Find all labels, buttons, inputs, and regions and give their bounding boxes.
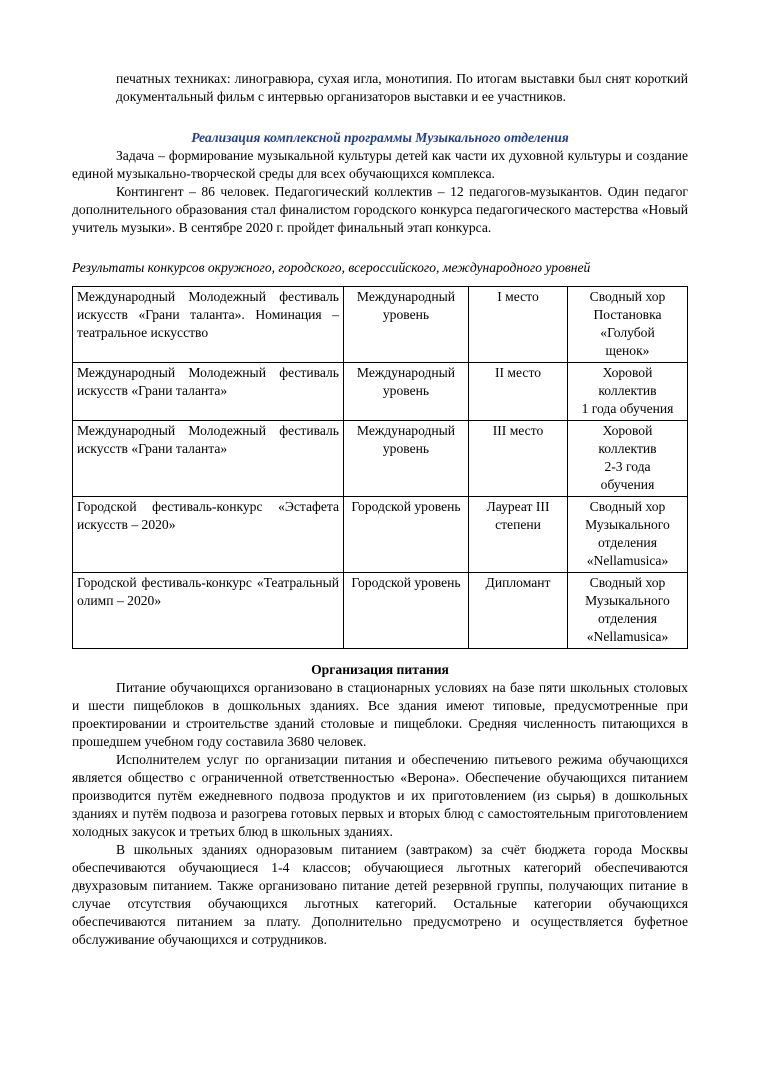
team-line: 2-3 года [604, 459, 651, 474]
table-row [73, 421, 688, 497]
results-caption: Результаты конкурсов окружного, городского, всероссийского, международного уровней [72, 260, 591, 275]
competition-level-cell: Международный уровень [344, 287, 469, 363]
team-line: Сводный хор [589, 499, 666, 514]
team-cell [568, 497, 688, 573]
team-line: Хоровой [602, 365, 653, 380]
music-section-title: Реализация комплексной программы Музыкального отделения [191, 130, 569, 145]
nutrition-paragraph-2: Исполнителем услуг по организации питания и обеспечению питьевого режима обучающихся является общество с ограниченной ответственностью «Верона». Обеспечение обучающихся питанием производится путём ежедневного подвоза продуктов и их приготовлением (из сырья) в дошкольных зданиях и путём подвоза и разогрева готовых первых и вторых блюд с самостоятельным приготовлением холодных закусок и третьих блюд в школьных зданиях. [72, 752, 688, 839]
team-line: Музыкального [585, 517, 670, 532]
intro-paragraph: печатных техниках: линогравюра, сухая игла, монотипия. По итогам выставки был снят короткий документальный фильм с интервью организаторов выставки и ее участников. [116, 71, 688, 104]
team-line: Сводный хор [589, 575, 666, 590]
team-line: Постановка [593, 307, 662, 322]
team-cell [568, 363, 688, 421]
table-row [73, 363, 688, 421]
competition-place-cell: Дипломант [469, 573, 568, 649]
competition-place-cell: II место [469, 363, 568, 421]
competition-level-cell: Городской уровень [344, 573, 469, 649]
competition-level-cell: Международный уровень [344, 421, 469, 497]
team-line: отделения [598, 611, 657, 626]
team-line: отделения [598, 535, 657, 550]
competition-place-cell: III место [469, 421, 568, 497]
competition-name-cell: Международный Молодежный фестиваль искусств «Грани таланта» [73, 363, 344, 421]
team-line: обучения [600, 477, 655, 492]
team-line: Хоровой [602, 423, 653, 438]
competition-level-cell: Международный уровень [344, 363, 469, 421]
team-line: «Nellamusica» [586, 629, 669, 644]
team-cell [568, 421, 688, 497]
nutrition-paragraph-3: В школьных зданиях одноразовым питанием (завтраком) за счёт бюджета города Москвы обеспечиваются обучающиеся 1-4 классов; обучающиеся льготных категорий обеспечиваются двухразовым питанием. Также организовано питание детей резервной группы, получающих питание в случае отсутствия обучающихся льготных категорий. Остальные категории обучающихся обеспечиваются питанием за плату. Дополнительно предусмотрено и осуществляется буфетное обслуживание обучающихся и сотрудников. [72, 842, 688, 947]
nutrition-paragraph-1: Питание обучающихся организовано в стационарных условиях на базе пяти школьных столовых и шести пищеблоков в дошкольных зданиях. Все здания имеют типовые, предусмотренные при проектировании и строительстве зданий столовые и пищеблоки. Средняя численность питающихся в прошедшем учебном году составила 3680 человек. [72, 680, 688, 749]
team-line: коллектив [598, 441, 657, 456]
nutrition-section-title: Организация питания [311, 662, 449, 677]
team-line: щенок» [605, 343, 650, 358]
music-contingent-paragraph: Контингент – 86 человек. Педагогический коллектив – 12 педагогов-музыкантов. Один педагог дополнительного образования стал финалистом городского конкурса педагогического мастерства «Новый учитель музыки». В сентябре 2020 г. пройдет финальный этап конкурса. [72, 184, 688, 235]
team-line: Музыкального [585, 593, 670, 608]
team-line: коллектив [598, 383, 657, 398]
competition-place-cell: I место [469, 287, 568, 363]
team-line: 1 года обучения [581, 401, 674, 416]
team-cell [568, 573, 688, 649]
team-line: Сводный хор [589, 289, 666, 304]
document-page [72, 70, 688, 949]
table-row [73, 287, 688, 363]
competition-level-cell: Городской уровень [344, 497, 469, 573]
results-table [72, 286, 688, 649]
competition-name-cell: Городской фестиваль-конкурс «Театральный олимп – 2020» [73, 573, 344, 649]
competition-name-cell: Городской фестиваль-конкурс «Эстафета искусств – 2020» [73, 497, 344, 573]
table-row [73, 497, 688, 573]
table-row [73, 573, 688, 649]
team-line: «Nellamusica» [586, 553, 669, 568]
competition-name-cell: Международный Молодежный фестиваль искусств «Грани таланта». Номинация – театральное искусство [73, 287, 344, 363]
team-line: «Голубой [600, 325, 655, 340]
competition-name-cell: Международный Молодежный фестиваль искусств «Грани таланта» [73, 421, 344, 497]
competition-place-cell: Лауреат III степени [469, 497, 568, 573]
team-cell [568, 287, 688, 363]
music-task-paragraph: Задача – формирование музыкальной культуры детей как части их духовной культуры и создание единой музыкально-творческой среды для всех обучающихся комплекса. [72, 148, 688, 181]
